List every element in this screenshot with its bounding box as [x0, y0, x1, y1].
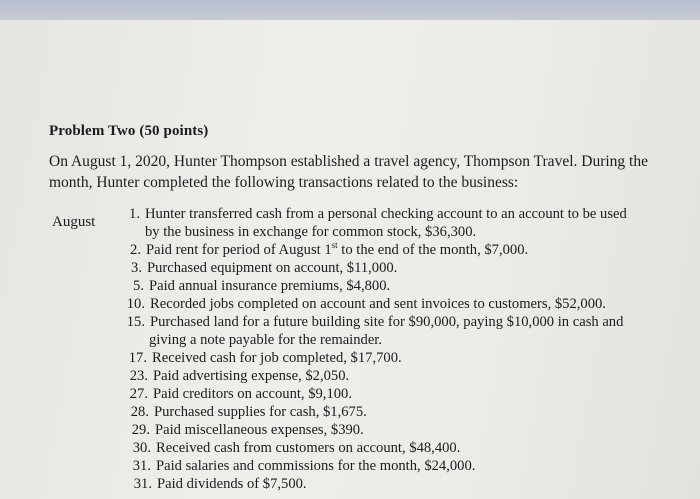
transaction-day: 3. — [131, 260, 142, 276]
ordinal-superscript: st — [331, 240, 338, 250]
transaction-text: Purchased equipment on account, $11,000. — [147, 260, 398, 276]
transaction-continuation: by the business in exchange for common stock, $36,300. — [145, 224, 477, 240]
transaction-text: Received cash for job completed, $17,700. — [152, 350, 402, 366]
transaction-text: Paid annual insurance premiums, $4,800. — [149, 278, 391, 294]
transaction-item — [127, 349, 402, 367]
transaction-continuation: giving a note payable for the remainder. — [149, 332, 383, 348]
transaction-item — [131, 457, 475, 475]
problem-intro: On August 1, 2020, Hunter Thompson established a travel agency, Thompson Travel. During the month, Hunter completed the following transactions related to the business: — [49, 153, 648, 191]
transaction-text: Received cash from customers on account, $48,400. — [156, 440, 461, 456]
transaction-text: Paid creditors on account, $9,100. — [153, 386, 352, 402]
transaction-day: 15. — [126, 314, 145, 330]
transaction-item — [130, 421, 364, 439]
transaction-day: 2. — [130, 242, 141, 258]
transaction-day: 1. — [129, 206, 140, 222]
month-label: August — [52, 214, 96, 230]
transaction-item — [128, 367, 349, 385]
transaction-text: Paid advertising expense, $2,050. — [153, 368, 350, 384]
transaction-item — [129, 403, 367, 421]
transaction-text: Purchased supplies for cash, $1,675. — [154, 404, 367, 420]
window-top-bar — [0, 0, 700, 22]
transaction-day: 10. — [126, 296, 145, 312]
transaction-day: 17. — [128, 350, 147, 366]
transaction-day: 30. — [132, 440, 151, 456]
transaction-day: 5. — [133, 278, 144, 294]
transaction-text: Recorded jobs completed on account and sent invoices to customers, $52,000. — [150, 296, 606, 312]
transaction-item — [120, 205, 627, 223]
transaction-item — [125, 313, 623, 331]
transaction-item — [125, 295, 606, 313]
transaction-item — [122, 259, 397, 277]
transaction-day: 31. — [132, 458, 151, 474]
transaction-text — [146, 242, 528, 258]
transaction-item — [121, 241, 528, 259]
transaction-text: Paid salaries and commissions for the month, $24,000. — [156, 458, 476, 474]
transaction-day: 29. — [131, 422, 150, 438]
transaction-item — [131, 439, 460, 457]
transaction-text: Paid dividends of $7,500. — [157, 476, 307, 492]
transaction-day: 31. — [133, 476, 152, 492]
transaction-item — [132, 475, 307, 493]
transaction-text: Paid miscellaneous expenses, $390. — [155, 422, 364, 438]
transaction-day: 28. — [130, 404, 149, 420]
transaction-item — [124, 277, 390, 295]
transaction-text: Purchased land for a future building site for $90,000, paying $10,000 in cash and — [150, 314, 624, 330]
transaction-text-part: Paid rent for period of August 1 — [146, 242, 332, 258]
transaction-text-part: to the end of the month, $7,000. — [337, 242, 529, 258]
transaction-item — [128, 385, 352, 403]
transaction-text: Hunter transferred cash from a personal checking account to an account to be used — [145, 206, 627, 222]
problem-title: Problem Two (50 points) — [49, 123, 209, 139]
transaction-day: 23. — [129, 368, 148, 384]
transaction-day: 27. — [129, 386, 148, 402]
